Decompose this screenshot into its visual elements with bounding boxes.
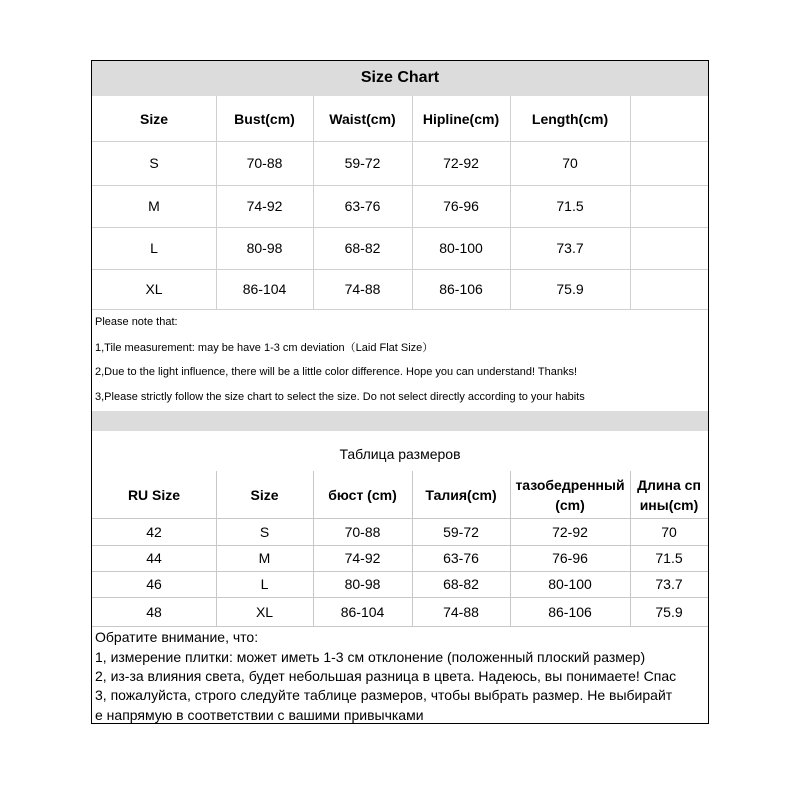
table-cell: S [149, 155, 159, 171]
size-chart-title: Size Chart [360, 69, 440, 86]
column-divider [630, 96, 631, 309]
table-cell: 86-106 [548, 603, 592, 620]
column-divider [412, 96, 413, 309]
note-line: 3, пожалуйста, строго следуйте таблице размеров, чтобы выбрать размер. Не выбирайт [95, 687, 673, 703]
table-cell: 75.9 [556, 281, 584, 297]
header-cell: Талия(cm) [425, 486, 497, 503]
table-cell: 76-96 [552, 550, 588, 566]
table-cell: 71.5 [556, 198, 584, 214]
note-line: е напрямую в соответствии с вашими привычками [95, 707, 424, 723]
table-cell: 80-100 [439, 240, 483, 256]
table-cell: 74-92 [246, 198, 283, 214]
header-cell: тазобедренный (cm) [515, 476, 625, 513]
table-cell: 42 [146, 523, 162, 540]
table-cell: 74-88 [344, 281, 381, 297]
table-cell: M [148, 198, 160, 214]
separator-band [92, 411, 708, 431]
table-cell: 72-92 [443, 155, 479, 171]
table-cell: 74-92 [344, 550, 381, 566]
column-divider [412, 471, 413, 626]
header-cell: Waist(cm) [329, 110, 396, 127]
row-divider [92, 269, 708, 270]
row-divider [92, 571, 708, 572]
table-cell: 63-76 [443, 550, 479, 566]
header-cell: RU Size [127, 486, 181, 503]
header-cell: Length(cm) [531, 110, 609, 127]
table-cell: XL [255, 603, 274, 620]
size-chart-title-ru: Таблица размеров [339, 446, 461, 462]
table-cell: 68-82 [344, 240, 381, 256]
table-cell: 59-72 [443, 523, 479, 540]
table-cell: M [258, 550, 271, 566]
header-cell: бюст (cm) [328, 486, 397, 503]
row-divider [92, 309, 708, 310]
table-cell: S [259, 523, 270, 540]
table-cell: 86-106 [439, 281, 483, 297]
table-cell: 46 [146, 576, 162, 592]
table-cell: L [260, 576, 269, 592]
header-cell: Size [139, 110, 168, 127]
column-divider [510, 471, 511, 626]
note-line: Please note that: [95, 316, 178, 328]
row-divider [92, 185, 708, 186]
table-cell: 71.5 [655, 550, 683, 566]
table-cell: 80-100 [548, 576, 592, 592]
header-cell: Hipline(cm) [422, 110, 500, 127]
table-cell: 73.7 [556, 240, 584, 256]
table-cell: 70 [661, 523, 677, 540]
table-cell: 68-82 [443, 576, 479, 592]
table-cell: 74-88 [443, 603, 479, 620]
column-divider [313, 471, 314, 626]
note-line: 3,Please strictly follow the size chart to select the size. Do not select directly according to your habits [95, 391, 585, 403]
note-line: 1,Tile measurement: may be have 1-3 cm deviation（Laid Flat Size） [95, 342, 434, 354]
table-cell: 70-88 [246, 155, 283, 171]
table-cell: 75.9 [655, 603, 683, 620]
table-cell: 59-72 [344, 155, 381, 171]
note-line: 2,Due to the light influence, there will be a little color difference. Hope you can understand! Thanks! [95, 366, 578, 378]
header-cell: Длина сп ины(cm) [637, 476, 701, 513]
header-cell: Size [250, 486, 279, 503]
table-cell: 86-104 [340, 603, 385, 620]
note-line: 2, из-за влияния света, будет небольшая разница в цвета. Надеюсь, вы понимаете! Спас [95, 668, 677, 684]
table-cell: 73.7 [655, 576, 683, 592]
table-cell: 70 [562, 155, 578, 171]
table-cell: 76-96 [443, 198, 479, 214]
note-line: 1, измерение плитки: может иметь 1-3 см отклонение (положенный плоский размер) [95, 649, 646, 665]
row-divider [92, 545, 708, 546]
note-line: Обратите внимание, что: [95, 629, 259, 645]
row-divider [92, 626, 708, 627]
column-divider [216, 471, 217, 626]
row-divider [92, 141, 708, 142]
table-cell: L [150, 240, 158, 256]
column-divider [313, 96, 314, 309]
row-divider [92, 518, 708, 519]
table-cell: 44 [146, 550, 162, 566]
column-divider [510, 96, 511, 309]
size-chart-frame [91, 60, 709, 724]
column-divider [216, 96, 217, 309]
header-cell: Bust(cm) [234, 110, 295, 127]
table-cell: 86-104 [242, 281, 287, 297]
table-cell: XL [145, 281, 163, 297]
row-divider [92, 597, 708, 598]
column-divider [630, 471, 631, 626]
table-cell: 80-98 [344, 576, 381, 592]
table-cell: 80-98 [246, 240, 283, 256]
table-cell: 72-92 [552, 523, 588, 540]
row-divider [92, 227, 708, 228]
table-cell: 48 [146, 603, 162, 620]
table-cell: 70-88 [344, 523, 381, 540]
table-cell: 63-76 [344, 198, 381, 214]
